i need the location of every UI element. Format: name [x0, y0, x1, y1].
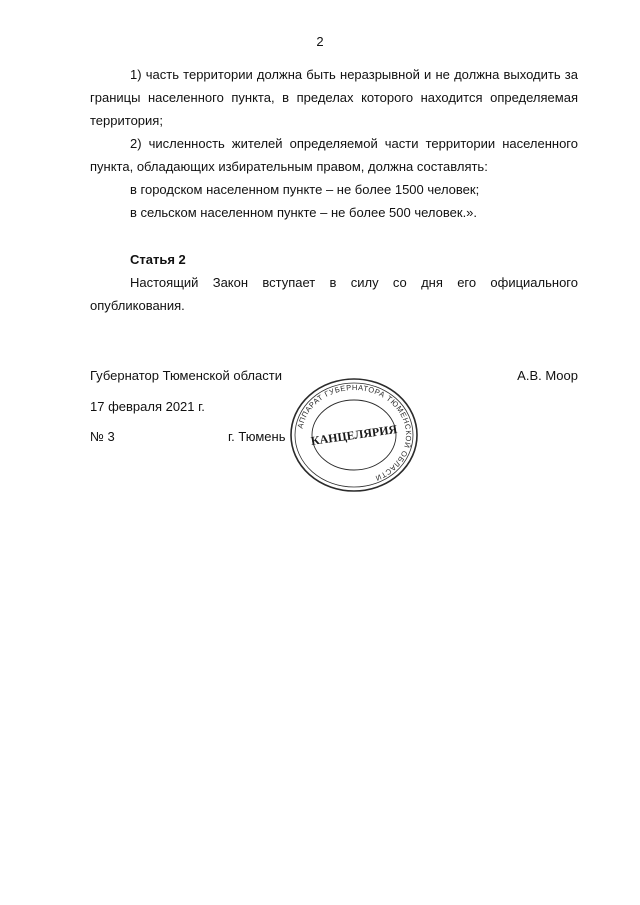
- signatory-name: А.В. Моор: [517, 368, 578, 383]
- paragraph-item-3: в городском населенном пункте – не более 1500 человек;: [130, 182, 480, 197]
- document-body: [90, 63, 578, 317]
- paragraph-item-2: 2) численность жителей определяемой части территории населенного пункта, обладающих избирательным правом, должна составлять:: [90, 136, 578, 174]
- document-number: № 3: [90, 429, 115, 444]
- document-date: 17 февраля 2021 г.: [90, 399, 205, 414]
- stamp-ring-text: АППАРАТ ГУБЕРНАТОРА ТЮМЕНСКОЙ ОБЛАСТИ: [295, 382, 414, 483]
- document-city: г. Тюмень: [228, 429, 286, 444]
- stamp-center-text: КАНЦЕЛЯРИЯ: [310, 422, 398, 448]
- official-stamp: [288, 376, 420, 494]
- page-number: 2: [316, 34, 324, 49]
- signatory-position: Губернатор Тюменской области: [90, 368, 282, 383]
- article-heading: Статья 2: [130, 252, 186, 267]
- paragraph-item-1: 1) часть территории должна быть неразрывной и не должна выходить за границы населенного пункта, в пределах которого находится определяемая территория;: [90, 67, 578, 128]
- article-text: Настоящий Закон вступает в силу со дня его официального опубликования.: [90, 275, 578, 313]
- paragraph-item-4: в сельском населенном пункте – не более 500 человек.».: [130, 205, 478, 220]
